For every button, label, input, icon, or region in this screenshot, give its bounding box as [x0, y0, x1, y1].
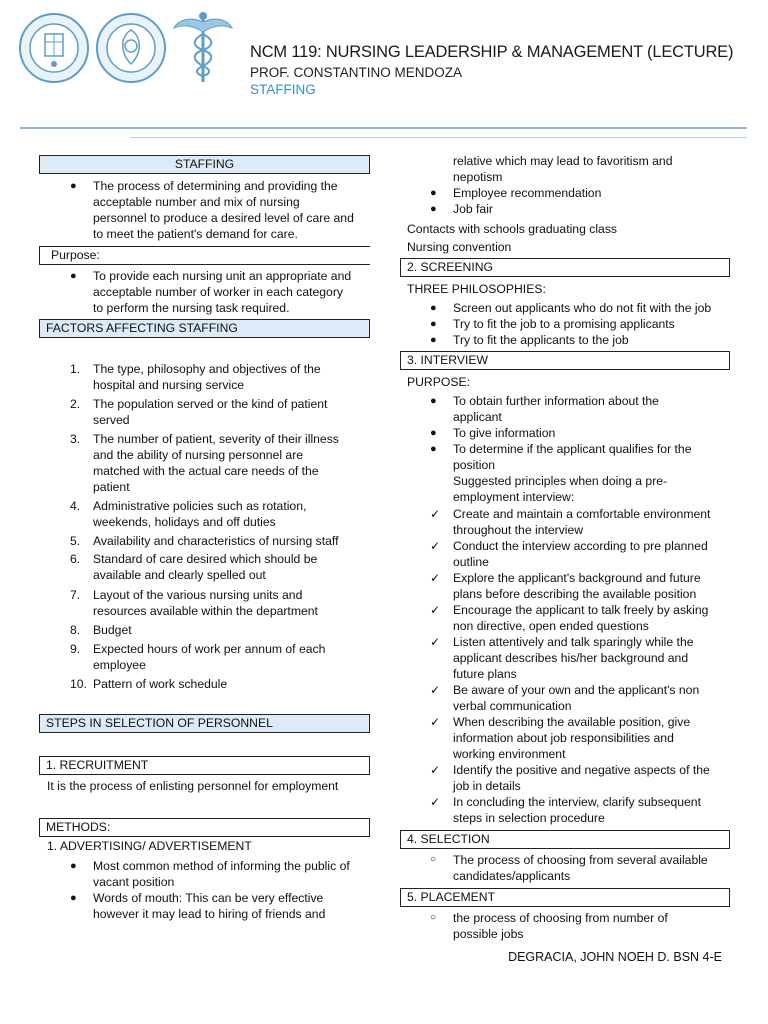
factor-line: hospital and nursing service: [93, 378, 245, 392]
staffing-heading: STAFFING: [39, 155, 370, 174]
principle-line: working environment: [453, 747, 566, 761]
list-number: 6.: [70, 552, 81, 566]
bullet-icon: ●: [430, 318, 437, 330]
principle-line: Listen attentively and talk sparingly while the: [453, 635, 694, 649]
factor-line: employee: [93, 658, 146, 672]
placement-line: the process of choosing from number of: [453, 911, 668, 925]
check-icon: ✓: [430, 571, 441, 585]
interview-purpose-line: Suggested principles when doing a pre-: [453, 474, 668, 488]
selection-heading: 4. SELECTION: [400, 830, 730, 849]
bullet-icon: ●: [70, 892, 77, 904]
interview-purpose-line: applicant: [453, 410, 502, 424]
list-number: 2.: [70, 397, 81, 411]
list-number: 3.: [70, 432, 81, 446]
staffing-def-line: personnel to produce a desired level of care and: [93, 211, 354, 225]
continued-line: relative which may lead to favoritism and: [453, 154, 673, 168]
principle-line: When describing the available position, give: [453, 715, 691, 729]
philosophy-item: Try to fit the applicants to the job: [453, 333, 629, 347]
check-icon: ✓: [430, 635, 441, 649]
list-number: 7.: [70, 588, 81, 602]
staffing-def-line: The process of determining and providing the: [93, 179, 338, 193]
factors-heading: FACTORS AFFECTING STAFFING: [39, 319, 370, 338]
factor-line: Pattern of work schedule: [93, 677, 228, 691]
principle-line: In concluding the interview, clarify subsequent: [453, 795, 701, 809]
method-plain-line: Nursing convention: [407, 240, 512, 254]
method-item: Employee recommendation: [453, 186, 602, 200]
university-seal-icon: [18, 12, 90, 87]
check-icon: ✓: [430, 715, 441, 729]
purpose-line: To provide each nursing unit an appropriate and: [93, 269, 352, 283]
continued-line: nepotism: [453, 170, 503, 184]
factor-line: The number of patient, severity of their illness: [93, 432, 339, 446]
philosophies-label: THREE PHILOSOPHIES:: [407, 282, 546, 296]
principle-line: verbal communication: [453, 699, 572, 713]
bullet-icon: ●: [430, 427, 437, 439]
list-number: 8.: [70, 623, 81, 637]
principle-line: Create and maintain a comfortable environment: [453, 507, 711, 521]
screening-heading: 2. SCREENING: [400, 258, 730, 277]
header-divider-secondary: [130, 137, 747, 138]
selection-line: candidates/applicants: [453, 869, 571, 883]
factor-line: Expected hours of work per annum of each: [93, 642, 326, 656]
recruitment-heading: 1. RECRUITMENT: [39, 756, 370, 775]
interview-purpose-line: position: [453, 458, 496, 472]
factor-line: Administrative policies such as rotation,: [93, 499, 307, 513]
author-footer: DEGRACIA, JOHN NOEH D. BSN 4-E: [508, 950, 722, 964]
staffing-def-line: to meet the patient's demand for care.: [93, 227, 298, 241]
factor-line: Availability and characteristics of nursing staff: [93, 534, 339, 548]
list-number: 1.: [70, 362, 81, 376]
factor-line: patient: [93, 480, 130, 494]
interview-purpose-line: employment interview:: [453, 490, 575, 504]
principle-line: Encourage the applicant to talk freely by asking: [453, 603, 709, 617]
principle-line: Identify the positive and negative aspects of the: [453, 763, 710, 777]
factor-line: available and clearly spelled out: [93, 568, 266, 582]
principle-line: Explore the applicant's background and future: [453, 571, 701, 585]
list-number: 5.: [70, 534, 81, 548]
factor-line: The population served or the kind of patient: [93, 397, 328, 411]
principle-line: future plans: [453, 667, 517, 681]
factor-line: Budget: [93, 623, 132, 637]
placement-line: possible jobs: [453, 927, 524, 941]
factor-line: and the ability of nursing personnel are: [93, 448, 304, 462]
bullet-icon: ●: [430, 443, 437, 455]
steps-heading: STEPS IN SELECTION OF PERSONNEL: [39, 714, 370, 733]
college-of-nursing-seal-icon: [94, 12, 168, 87]
bullet-icon: ●: [70, 860, 77, 872]
check-icon: ✓: [430, 795, 441, 809]
factor-line: Layout of the various nursing units and: [93, 588, 303, 602]
factor-line: Standard of care desired which should be: [93, 552, 318, 566]
principle-line: throughout the interview: [453, 523, 584, 537]
list-number: 4.: [70, 499, 81, 513]
bullet-icon: ●: [430, 203, 437, 215]
circle-bullet-icon: ○: [430, 854, 437, 865]
philosophy-item: Screen out applicants who do not fit with the job: [453, 301, 712, 315]
header-divider: [20, 127, 747, 129]
principle-line: plans before describing the available position: [453, 587, 697, 601]
check-icon: ✓: [430, 763, 441, 777]
advertising-line: Words of mouth: This can be very effective: [93, 891, 324, 905]
bullet-icon: ●: [70, 180, 77, 192]
document-title: NCM 119: NURSING LEADERSHIP & MANAGEMENT (LECTURE): [250, 43, 734, 61]
advertising-line: vacant position: [93, 875, 175, 889]
methods-heading: METHODS:: [39, 818, 370, 837]
bullet-icon: ●: [430, 395, 437, 407]
purpose-line: acceptable number of worker in each category: [93, 285, 343, 299]
principle-line: Conduct the interview according to pre planned: [453, 539, 708, 553]
factor-line: weekends, holidays and off duties: [93, 515, 276, 529]
topic-title: STAFFING: [250, 82, 316, 97]
check-icon: ✓: [430, 507, 441, 521]
advertising-line: however it may lead to hiring of friends and: [93, 907, 326, 921]
caduceus-icon: [172, 10, 234, 89]
principle-line: non directive, open ended questions: [453, 619, 649, 633]
principle-line: job in details: [453, 779, 521, 793]
factor-line: The type, philosophy and objectives of the: [93, 362, 321, 376]
principle-line: Be aware of your own and the applicant's non: [453, 683, 700, 697]
purpose-heading: Purpose:: [39, 246, 370, 265]
interview-purpose-line: To obtain further information about the: [453, 394, 659, 408]
professor-name: PROF. CONSTANTINO MENDOZA: [250, 65, 463, 80]
recruitment-text: It is the process of enlisting personnel for employment: [47, 779, 339, 793]
circle-bullet-icon: ○: [430, 912, 437, 923]
factor-line: matched with the actual care needs of the: [93, 464, 319, 478]
interview-heading: 3. INTERVIEW: [400, 351, 730, 370]
factor-line: resources available within the department: [93, 604, 318, 618]
interview-purpose-line: To give information: [453, 426, 556, 440]
purpose-label: PURPOSE:: [407, 375, 470, 389]
principle-line: applicant describes his/her background and: [453, 651, 689, 665]
principle-line: outline: [453, 555, 489, 569]
purpose-line: to perform the nursing task required.: [93, 301, 290, 315]
advertising-heading: 1. ADVERTISING/ ADVERTISEMENT: [47, 839, 252, 853]
placement-heading: 5. PLACEMENT: [400, 888, 730, 907]
advertising-line: Most common method of informing the public of: [93, 859, 350, 873]
principle-line: steps in selection procedure: [453, 811, 605, 825]
principle-line: information about job responsibilities and: [453, 731, 674, 745]
selection-line: The process of choosing from several available: [453, 853, 708, 867]
bullet-icon: ●: [430, 302, 437, 314]
staffing-def-line: acceptable number and mix of nursing: [93, 195, 300, 209]
bullet-icon: ●: [430, 187, 437, 199]
bullet-icon: ●: [430, 334, 437, 346]
list-number: 10.: [70, 677, 87, 691]
interview-purpose-line: To determine if the applicant qualifies for the: [453, 442, 692, 456]
bullet-icon: ●: [70, 270, 77, 282]
method-plain-line: Contacts with schools graduating class: [407, 222, 618, 236]
factor-line: served: [93, 413, 130, 427]
check-icon: ✓: [430, 683, 441, 697]
method-item: Job fair: [453, 202, 493, 216]
list-number: 9.: [70, 642, 81, 656]
check-icon: ✓: [430, 539, 441, 553]
check-icon: ✓: [430, 603, 441, 617]
philosophy-item: Try to fit the job to a promising applicants: [453, 317, 675, 331]
